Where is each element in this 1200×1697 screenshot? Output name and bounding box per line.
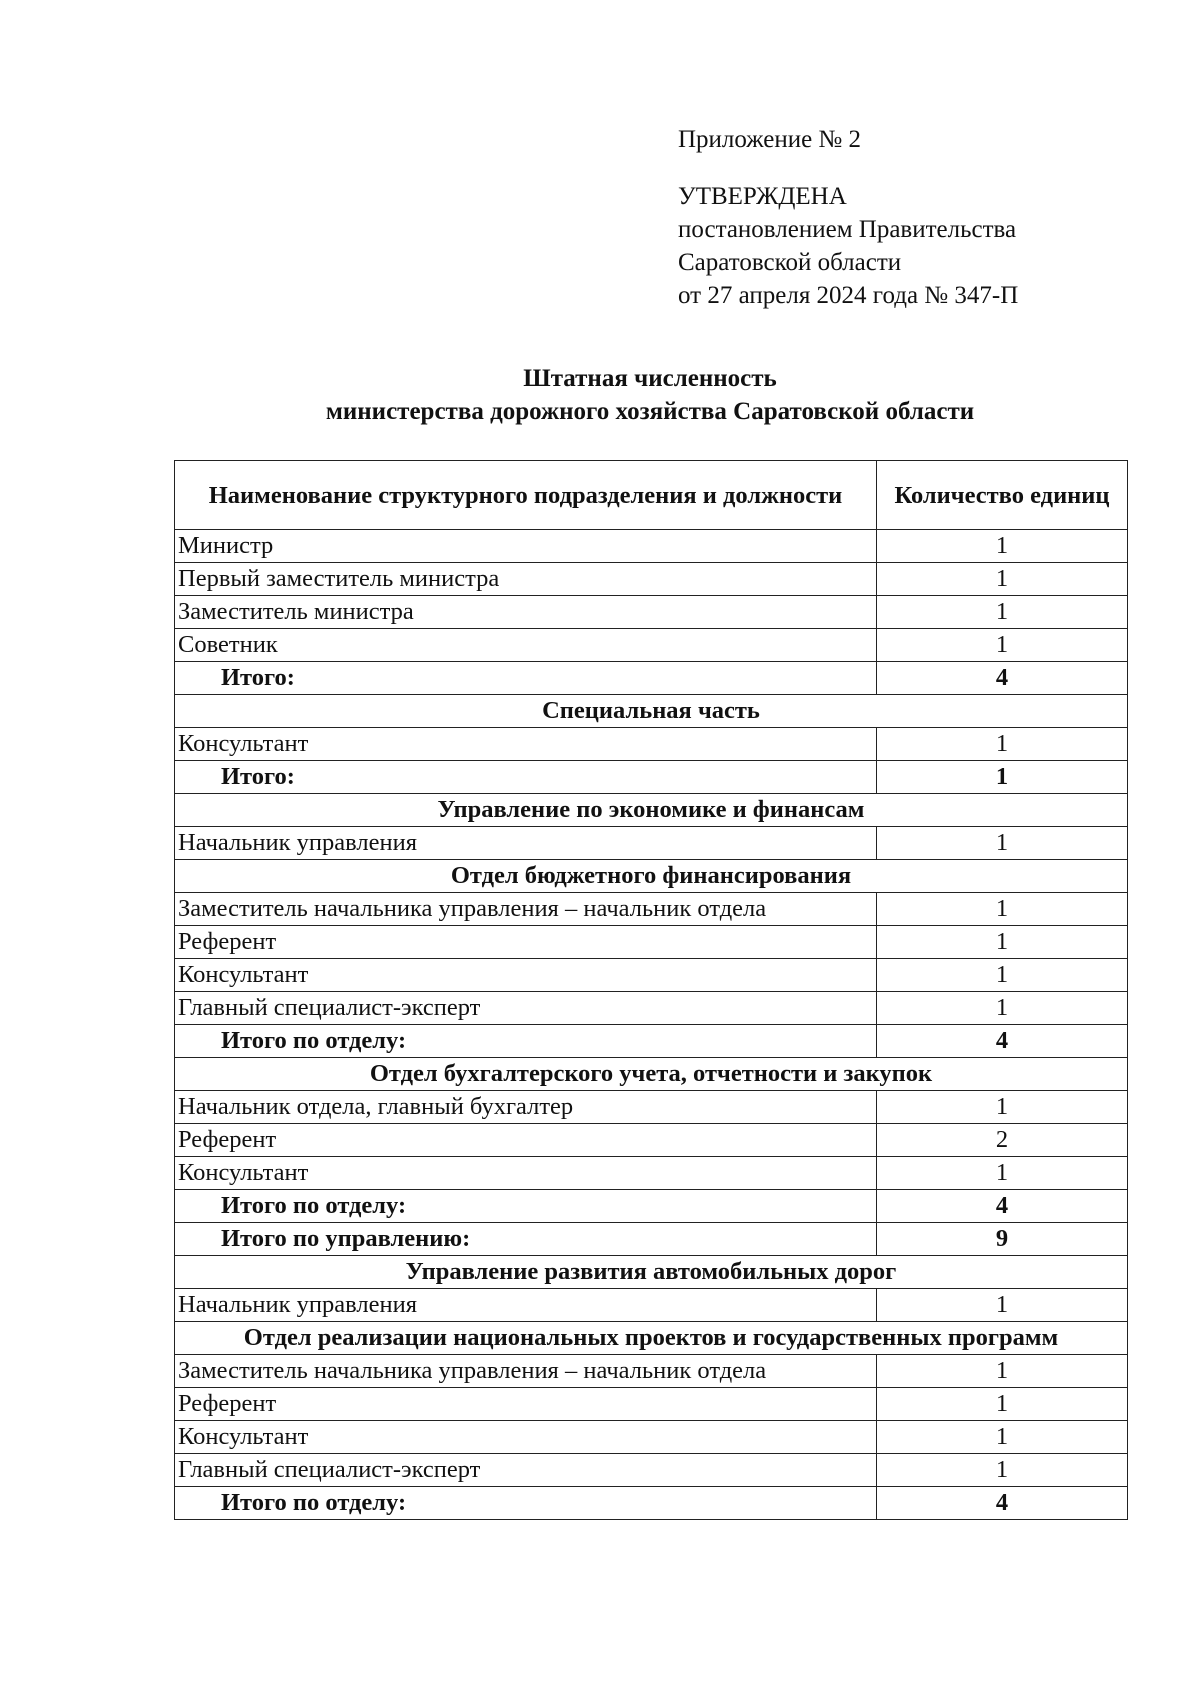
position-name: Начальник управления xyxy=(175,827,877,860)
table-row xyxy=(175,629,1128,662)
title-line-2: министерства дорожного хозяйства Саратовской области xyxy=(325,398,975,425)
section-title: Отдел реализации национальных проектов и государственных программ xyxy=(175,1322,1128,1355)
position-name: Консультант xyxy=(175,1157,877,1190)
table-row xyxy=(175,1355,1128,1388)
table-row xyxy=(175,563,1128,596)
position-name: Заместитель министра xyxy=(175,596,877,629)
position-qty: 1 xyxy=(877,1355,1128,1388)
position-name: Референт xyxy=(175,1388,877,1421)
position-qty: 1 xyxy=(877,893,1128,926)
position-qty: 1 xyxy=(877,629,1128,662)
total-label: Итого по отделу: xyxy=(175,1025,877,1058)
total-label: Итого по управлению: xyxy=(175,1223,877,1256)
table-row xyxy=(175,728,1128,761)
position-name: Заместитель начальника управления – начальник отдела xyxy=(175,1355,877,1388)
total-qty: 4 xyxy=(877,1190,1128,1223)
position-name: Начальник отдела, главный бухгалтер xyxy=(175,1091,877,1124)
position-name: Главный специалист-эксперт xyxy=(175,992,877,1025)
approval-line-1: постановлением Правительства xyxy=(678,216,1017,243)
total-qty: 4 xyxy=(877,662,1128,695)
approval-block xyxy=(678,123,1018,312)
approval-line-2: Саратовской области xyxy=(678,249,902,276)
total-label: Итого: xyxy=(175,761,877,794)
section-title: Управление по экономике и финансам xyxy=(175,794,1128,827)
total-qty: 4 xyxy=(877,1487,1128,1520)
table-body xyxy=(175,530,1128,1520)
position-qty: 1 xyxy=(877,728,1128,761)
total-label: Итого по отделу: xyxy=(175,1487,877,1520)
position-qty: 1 xyxy=(877,926,1128,959)
table-header-row xyxy=(175,461,1128,530)
total-row xyxy=(175,1190,1128,1223)
section-row xyxy=(175,1058,1128,1091)
position-qty: 1 xyxy=(877,1421,1128,1454)
section-row xyxy=(175,1256,1128,1289)
table-row xyxy=(175,827,1128,860)
section-row xyxy=(175,860,1128,893)
approval-line-3: от 27 апреля 2024 года № 347-П xyxy=(678,282,1019,309)
table-row xyxy=(175,992,1128,1025)
table-row xyxy=(175,1124,1128,1157)
total-row xyxy=(175,1487,1128,1520)
total-qty: 9 xyxy=(877,1223,1128,1256)
section-title: Специальная часть xyxy=(175,695,1128,728)
position-qty: 1 xyxy=(877,1157,1128,1190)
total-row xyxy=(175,761,1128,794)
section-title: Отдел бухгалтерского учета, отчетности и закупок xyxy=(175,1058,1128,1091)
position-qty: 1 xyxy=(877,1289,1128,1322)
position-qty: 1 xyxy=(877,596,1128,629)
table-row xyxy=(175,1289,1128,1322)
position-name: Главный специалист-эксперт xyxy=(175,1454,877,1487)
position-qty: 1 xyxy=(877,1388,1128,1421)
table-row xyxy=(175,1388,1128,1421)
total-qty: 1 xyxy=(877,761,1128,794)
table-row xyxy=(175,596,1128,629)
position-qty: 1 xyxy=(877,530,1128,563)
position-name: Советник xyxy=(175,629,877,662)
position-qty: 1 xyxy=(877,959,1128,992)
position-name: Консультант xyxy=(175,959,877,992)
position-qty: 2 xyxy=(877,1124,1128,1157)
table-row xyxy=(175,1454,1128,1487)
header-name: Наименование структурного подразделения и должности xyxy=(175,461,877,530)
position-name: Консультант xyxy=(175,728,877,761)
section-title: Отдел бюджетного финансирования xyxy=(175,860,1128,893)
header-qty: Количество единиц xyxy=(877,461,1128,530)
table-row xyxy=(175,1091,1128,1124)
position-name: Референт xyxy=(175,1124,877,1157)
annex-label: Приложение № 2 xyxy=(678,126,862,153)
position-name: Заместитель начальника управления – начальник отдела xyxy=(175,893,877,926)
table-row xyxy=(175,959,1128,992)
table-row xyxy=(175,893,1128,926)
section-row xyxy=(175,794,1128,827)
total-row xyxy=(175,1223,1128,1256)
total-row xyxy=(175,1025,1128,1058)
position-qty: 1 xyxy=(877,1454,1128,1487)
total-qty: 4 xyxy=(877,1025,1128,1058)
total-label: Итого: xyxy=(175,662,877,695)
document-title xyxy=(170,362,1130,428)
position-qty: 1 xyxy=(877,563,1128,596)
section-title: Управление развития автомобильных дорог xyxy=(175,1256,1128,1289)
title-line-1: Штатная численность xyxy=(523,365,777,392)
position-qty: 1 xyxy=(877,827,1128,860)
table-row xyxy=(175,926,1128,959)
position-name: Консультант xyxy=(175,1421,877,1454)
section-row xyxy=(175,1322,1128,1355)
position-qty: 1 xyxy=(877,1091,1128,1124)
position-name: Министр xyxy=(175,530,877,563)
table-row xyxy=(175,1157,1128,1190)
table-row xyxy=(175,1421,1128,1454)
position-name: Референт xyxy=(175,926,877,959)
section-row xyxy=(175,695,1128,728)
staff-table xyxy=(174,460,1128,1520)
position-name: Первый заместитель министра xyxy=(175,563,877,596)
approved-label: УТВЕРЖДЕНА xyxy=(678,183,847,210)
table-row xyxy=(175,530,1128,563)
total-row xyxy=(175,662,1128,695)
position-qty: 1 xyxy=(877,992,1128,1025)
position-name: Начальник управления xyxy=(175,1289,877,1322)
total-label: Итого по отделу: xyxy=(175,1190,877,1223)
